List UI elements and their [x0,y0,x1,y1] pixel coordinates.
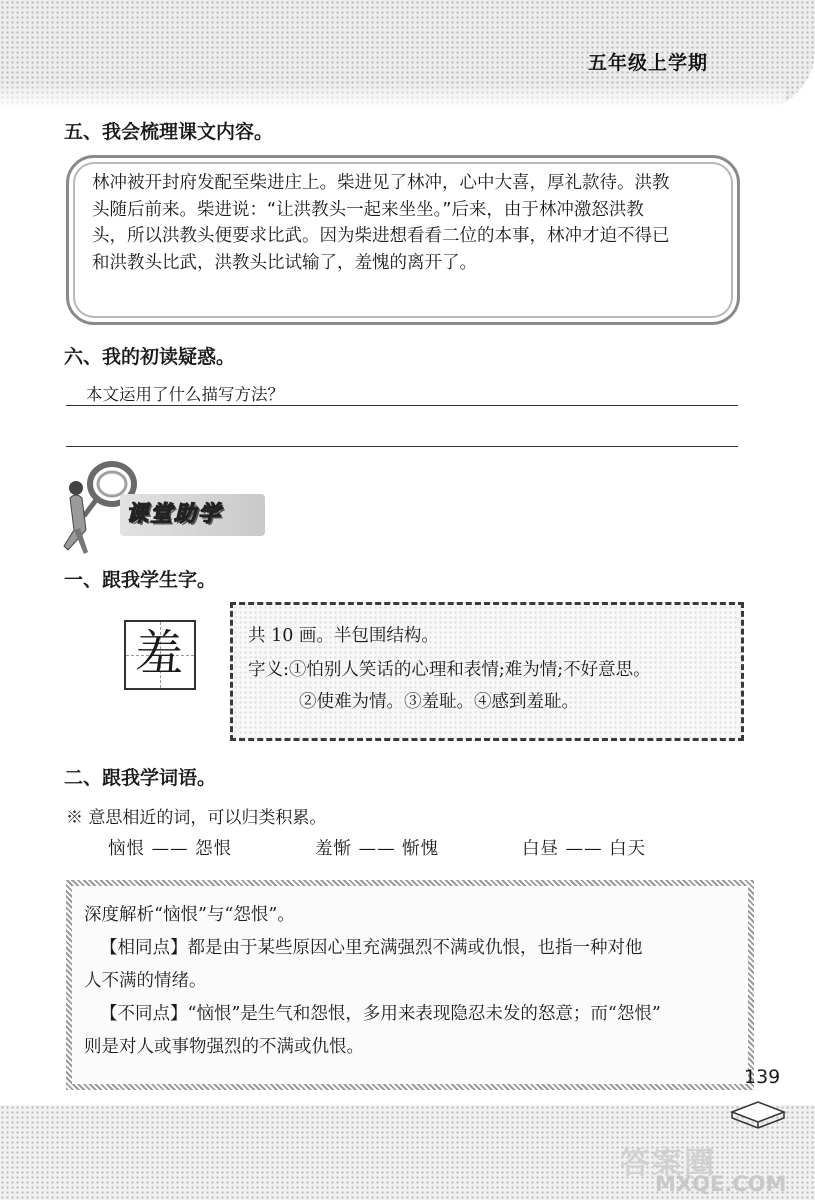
difference-text-cont: 则是对人或事物强烈的不满或仇恨。 [84,1037,364,1057]
part-2-heading: 二、跟我学词语。 [64,767,217,789]
new-character: 羞 [134,625,183,681]
similarity-text-cont: 人不满的情绪。 [84,971,207,991]
analysis-title: 深度解析“恼恨”与“怨恨”。 [84,905,295,925]
study-note: ※ 意思相近的词，可以归类积累。 [66,808,327,828]
banner-title: 课堂助学 [126,502,223,527]
summary-text [92,170,722,276]
answer-line[interactable] [66,446,738,447]
section-6-heading: 六、我的初读疑惑。 [64,346,236,368]
character-meaning-line: ②使难为情。③羞耻。④感到羞耻。 [299,692,579,712]
watermark-logo: 答案圈 [620,1146,716,1181]
part-1-heading: 一、跟我学生字。 [64,569,217,591]
summary-line: 和洪教头比武，洪教头比试输了，羞愧的离开了。 [92,252,477,273]
difference-text: 【不同点】“恼恨”是生气和怨恨，多用来表现隐忍未发的怒意；而“怨恨” [100,1004,661,1024]
header-title: 五年级上学期 [588,52,709,74]
word-pair: 羞惭 —— 惭愧 [315,839,440,859]
section-5-heading: 五、我会梳理课文内容。 [64,121,274,143]
watermark-url: MXQE.COM [655,1172,787,1196]
word-pair: 恼恨 —— 怨恨 [108,839,233,859]
summary-line: 头随后前来。柴进说：“让洪教头一起来坐坐。”后来，由于林冲激怒洪教 [92,199,644,220]
page-number: 139 [744,1066,781,1088]
summary-line: 头，所以洪教头便要求比武。因为柴进想看看二位的本事，林冲才迫不得已 [92,226,670,246]
question-text: 本文运用了什么描写方法？ [86,385,284,404]
word-pair: 白昼 —— 白天 [522,839,647,859]
book-icon [728,1090,788,1130]
character-meaning-line: 字义:①怕别人笑话的心理和表情;难为情;不好意思。 [248,660,651,680]
answer-line[interactable] [66,405,738,406]
stroke-structure-info: 共 10 画。半包围结构。 [248,626,439,646]
similarity-text: 【相同点】都是由于某些原因心里充满强烈不满或仇恨，也指一种对他 [100,938,643,958]
summary-line: 林冲被开封府发配至柴进庄上。柴进见了林冲，心中大喜，厚礼款待。洪教 [92,173,670,193]
